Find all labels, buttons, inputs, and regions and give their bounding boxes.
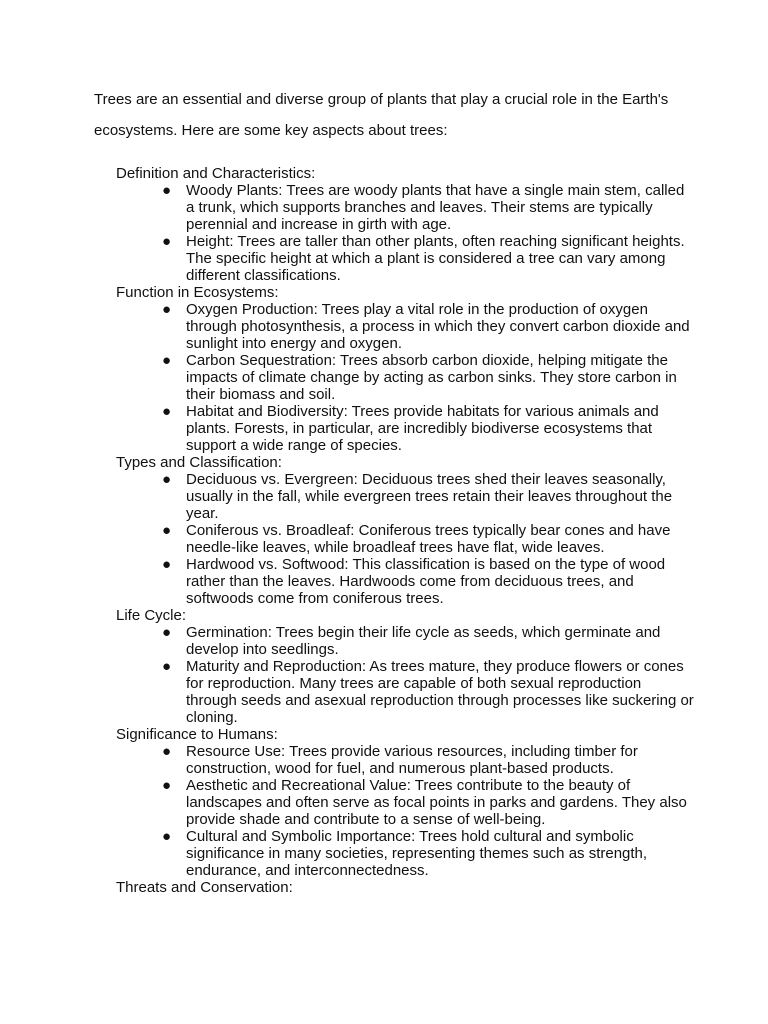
- section: [116, 726, 696, 879]
- bullet-dot-icon: ●: [162, 624, 172, 641]
- bullet-dot-icon: ●: [162, 182, 172, 199]
- bullet-item: [116, 301, 696, 352]
- bullet-item: [116, 471, 696, 522]
- bullet-text: Habitat and Biodiversity: Trees provide habitats for various animals and plants. Forests, in particular, are incredibly biodiverse ecosystems that support a wide range of species.: [186, 403, 659, 454]
- section-heading: Threats and Conservation:: [116, 879, 293, 896]
- bullet-text: Carbon Sequestration: Trees absorb carbon dioxide, helping mitigate the impacts of climate change by acting as carbon sinks. They store carbon in their biomass and soil.: [186, 352, 677, 403]
- bullet-dot-icon: ●: [162, 301, 172, 318]
- bullet-dot-icon: ●: [162, 658, 172, 675]
- bullet-text: Woody Plants: Trees are woody plants that have a single main stem, called a trunk, which supports branches and leaves. Their stems are typically perennial and increase in girth with age.: [186, 182, 685, 233]
- bullet-dot-icon: ●: [162, 233, 172, 250]
- bullet-item: [116, 743, 696, 777]
- section: [116, 284, 696, 454]
- bullet-dot-icon: ●: [162, 777, 172, 794]
- bullet-text: Height: Trees are taller than other plants, often reaching significant heights. The specific height at which a plant is considered a tree can vary among different classifications.: [186, 233, 685, 284]
- bullet-dot-icon: ●: [162, 522, 172, 539]
- bullet-text: Cultural and Symbolic Importance: Trees hold cultural and symbolic significance in many societies, representing themes such as strength, endurance, and interconnectedness.: [186, 828, 648, 879]
- bullet-text: Resource Use: Trees provide various resources, including timber for construction, wood for fuel, and numerous plant-based products.: [186, 743, 638, 777]
- bullet-item: [116, 828, 696, 879]
- bullet-dot-icon: ●: [162, 352, 172, 369]
- bullet-item: [116, 777, 696, 828]
- section: [116, 879, 696, 896]
- bullet-text: Deciduous vs. Evergreen: Deciduous trees shed their leaves seasonally, usually in the fall, while evergreen trees retain their leaves throughout the year.: [186, 471, 673, 522]
- bullet-item: [116, 233, 696, 284]
- section: [116, 607, 696, 726]
- bullet-item: [116, 352, 696, 403]
- bullet-item: [116, 522, 696, 556]
- section-heading: Types and Classification:: [116, 454, 282, 471]
- section-heading: Function in Ecosystems:: [116, 284, 279, 301]
- bullet-item: [116, 658, 696, 726]
- bullet-dot-icon: ●: [162, 471, 172, 488]
- intro-paragraph: Trees are an essential and diverse group of plants that play a crucial role in the Earth's ecosystems. Here are some key aspects about trees:: [94, 91, 669, 139]
- section-heading: Life Cycle:: [116, 607, 187, 624]
- bullet-dot-icon: ●: [162, 828, 172, 845]
- bullet-item: [116, 624, 696, 658]
- bullet-list: [116, 301, 696, 454]
- bullet-dot-icon: ●: [162, 556, 172, 573]
- bullet-list: [116, 624, 696, 726]
- bullet-list: [116, 743, 696, 879]
- bullet-item: [116, 556, 696, 607]
- bullet-list: [116, 471, 696, 607]
- bullet-item: [116, 182, 696, 233]
- bullet-dot-icon: ●: [162, 403, 172, 420]
- bullet-dot-icon: ●: [162, 743, 172, 760]
- section: [116, 454, 696, 607]
- section-heading: Significance to Humans:: [116, 726, 278, 743]
- section-list: [116, 165, 696, 896]
- bullet-list: [116, 182, 696, 284]
- bullet-text: Aesthetic and Recreational Value: Trees contribute to the beauty of landscapes and often serve as focal points in parks and gardens. They also provide shade and contribute to a sense of well-being.: [186, 777, 687, 828]
- section: [116, 165, 696, 284]
- bullet-text: Maturity and Reproduction: As trees mature, they produce flowers or cones for reproduction. Many trees are capable of both sexual reproduction through seeds and asexual reproduction through processes like suckering or cloning.: [186, 658, 694, 726]
- bullet-item: [116, 403, 696, 454]
- bullet-text: Oxygen Production: Trees play a vital role in the production of oxygen through photosynthesis, a process in which they convert carbon dioxide and sunlight into energy and oxygen.: [186, 301, 690, 352]
- bullet-text: Hardwood vs. Softwood: This classification is based on the type of wood rather than the leaves. Hardwoods come from deciduous trees, and softwoods come from coniferous trees.: [186, 556, 666, 607]
- section-heading: Definition and Characteristics:: [116, 165, 316, 182]
- bullet-text: Germination: Trees begin their life cycle as seeds, which germinate and develop into seedlings.: [186, 624, 661, 658]
- bullet-text: Coniferous vs. Broadleaf: Coniferous trees typically bear cones and have needle-like leaves, while broadleaf trees have flat, wide leaves.: [186, 522, 671, 556]
